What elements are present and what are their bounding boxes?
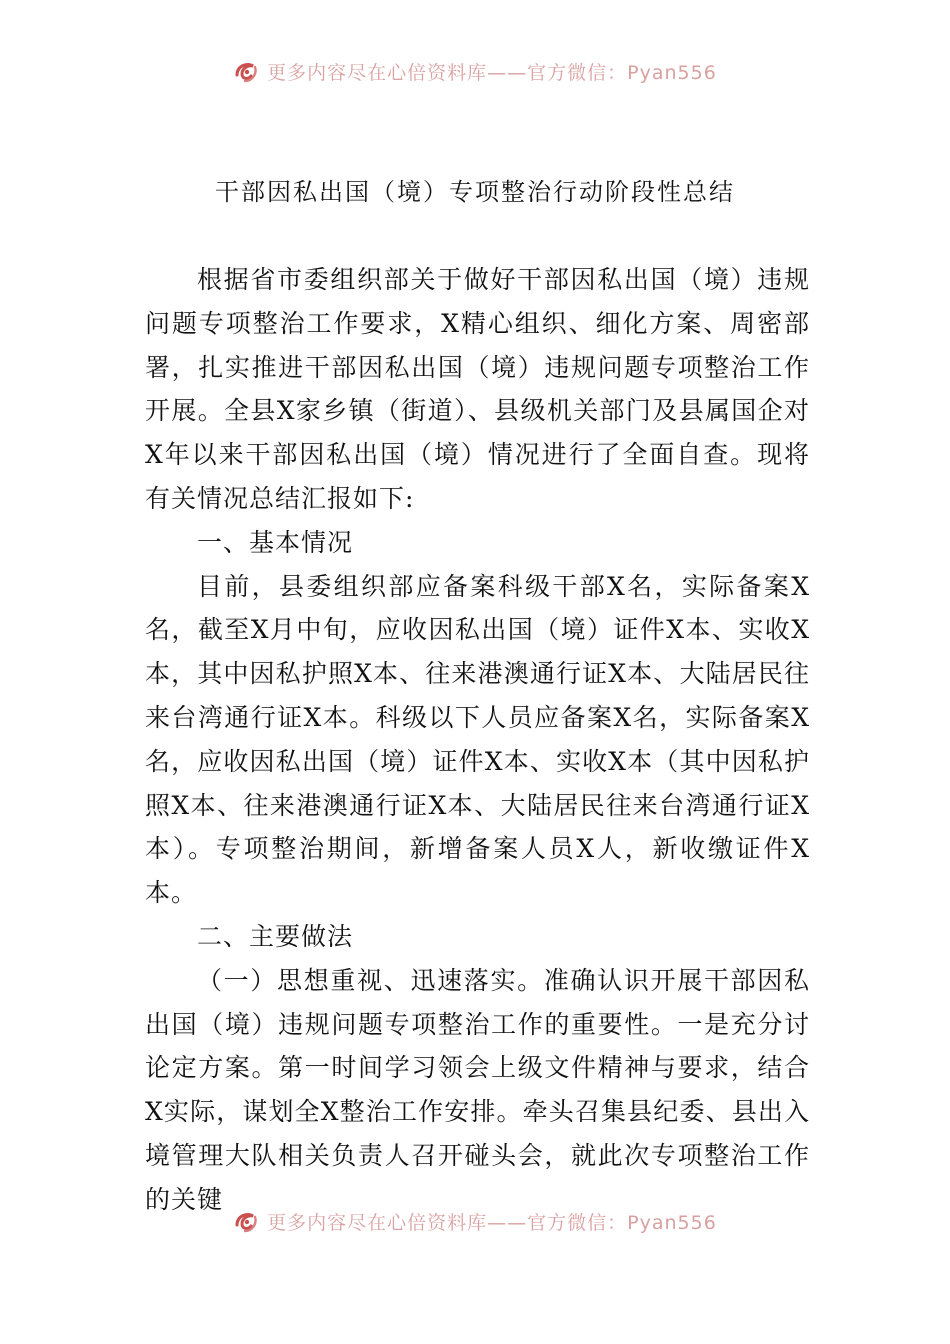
section-heading-basic-situation: 一、基本情况 [197, 527, 354, 557]
header-banner-text: 更多内容尽在心倍资料库——官方微信：Pyan556 [267, 61, 717, 84]
section-heading-main-practices: 二、主要做法 [197, 921, 354, 951]
intro-paragraph: 根据省市委组织部关于做好干部因私出国（境）违规问题专项整治工作要求，X精心组织、细化方案、周密部署，扎实推进干部因私出国（境）违规问题专项整治工作开展。全县X家乡镇（街道）、县级机关部门及县属国企对X年以来干部因私出国（境）情况进行了全面自查。现将有关情况总结汇报如下: [145, 265, 810, 513]
brand-swirl-icon [233, 1208, 259, 1234]
header-watermark-banner [0, 56, 950, 86]
brand-swirl-icon [233, 58, 259, 84]
document-title: 干部因私出国（境）专项整治行动阶段性总结 [215, 178, 735, 206]
footer-watermark-banner [0, 1206, 950, 1236]
basic-situation-paragraph: 目前，县委组织部应备案科级干部X名，实际备案X名，截至X月中旬，应收因私出国（境）证件X本、实收X本，其中因私护照X本、往来港澳通行证X本、大陆居民往来台湾通行证X本。科级以下人员应备案X名，实际备案X名，应收因私出国（境）证件X本、实收X本（其中因私护照X本、往来港澳通行证X本、大陆居民往来台湾通行证X本）。专项整治期间，新增备案人员X人，新收缴证件X本。 [145, 571, 810, 908]
main-practices-paragraph: （一）思想重视、迅速落实。准确认识开展干部因私出国（境）违规问题专项整治工作的重要性。一是充分讨论定方案。第一时间学习领会上级文件精神与要求，结合X实际，谋划全X整治工作安排。牵头召集县纪委、县出入境管理大队相关负责人召开碰头会，就此次专项整治工作的关键 [145, 965, 810, 1214]
document-body [145, 258, 810, 1222]
footer-banner-text: 更多内容尽在心倍资料库——官方微信：Pyan556 [267, 1211, 717, 1234]
